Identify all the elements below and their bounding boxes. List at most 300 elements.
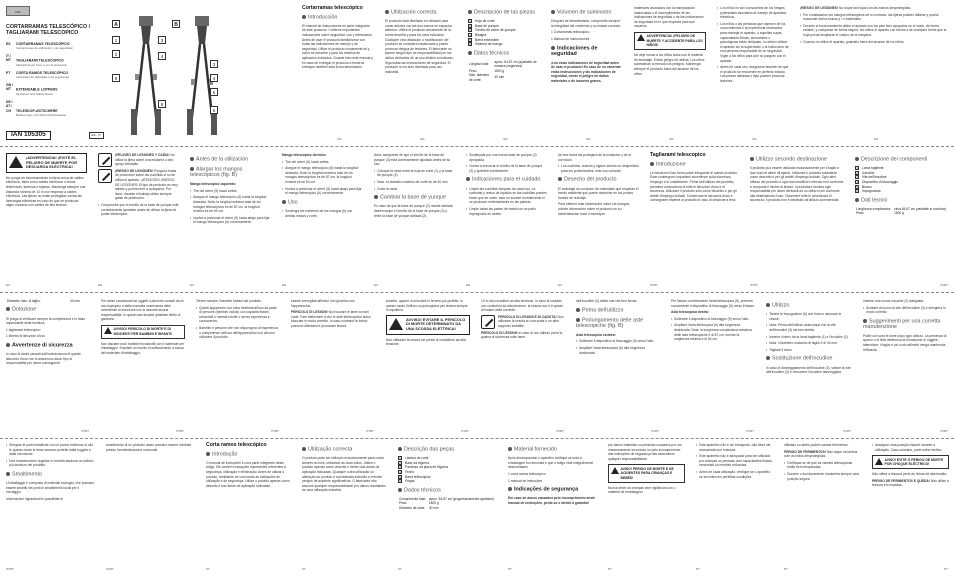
section-heading bbox=[551, 10, 623, 16]
row-4 bbox=[0, 439, 954, 576]
bullet-list bbox=[576, 339, 660, 355]
page-number: IT/MT bbox=[651, 429, 659, 434]
part-name: Tornillo de cierre de yunque bbox=[475, 28, 516, 33]
part-number: 2 bbox=[399, 461, 401, 465]
bullet-list bbox=[696, 443, 773, 479]
section-heading bbox=[508, 487, 597, 493]
tech-table bbox=[6, 299, 90, 303]
lead-text: ¡RIESGO DE LESIONES! bbox=[115, 168, 154, 173]
page-number: PT bbox=[608, 567, 612, 572]
paragraph: de esa forma las protegerá de la oxidación y de la corrosión. bbox=[558, 153, 631, 162]
warning-triangle-icon bbox=[9, 156, 23, 168]
language-item bbox=[6, 71, 105, 80]
paragraph: Não utilize a tesoura perto de linhas de alta tensão. bbox=[872, 472, 948, 476]
list-item: ▪ Los niños no son conscientes de los riesgos potenciales asociados al manejo de aparatos eléctricos. bbox=[717, 6, 789, 20]
part-number: 6 bbox=[856, 190, 858, 194]
section-heading bbox=[576, 318, 660, 330]
part-number: 2 bbox=[856, 171, 858, 175]
warning-icon bbox=[508, 487, 512, 491]
heading-text: Smaltimento bbox=[12, 471, 42, 478]
warning-triangle-icon bbox=[875, 458, 883, 465]
paragraph: Non utilizzare la cesoia nei pressi di condutture ad alta tensione. bbox=[386, 337, 466, 347]
part-name: Lama tagliente bbox=[862, 166, 884, 171]
list-item: ▪ Nota: Il diametro massimo di taglio è di 40 mm. bbox=[766, 341, 852, 346]
paragraph: smaltimento di un prodotto usato possono essere richieste presso l'amministrazione comunale. bbox=[106, 443, 192, 452]
supply-item: 1 libretto di istruzioni d'uso bbox=[6, 334, 45, 339]
page-number: ES bbox=[669, 137, 674, 142]
section-heading bbox=[374, 195, 455, 201]
brand-logo: LIDL bbox=[6, 6, 30, 16]
paragraph: Per danni occasionati ad oggetti o persone causati da un uso improprio o dalla mancata osservanza delle avvertenze di sicurezza non si assume alcuna responsabilità. In questi casi decade qualsiasi diritto di garanzia. bbox=[101, 299, 185, 322]
page-number: IT/MT bbox=[271, 429, 279, 434]
subheading: Mango telescópico derecho: bbox=[282, 153, 327, 157]
heading-text: Suggerimenti per una corretta manutenzione bbox=[863, 318, 941, 330]
heading-text: Introducción bbox=[308, 14, 338, 21]
table-row bbox=[468, 73, 540, 82]
list-item: ▪ Ampliare l'asta telescopica (6) alla lunghezza desiderata. Nota: la lunghezza complessiva massima delle aste telescopiche è di 87 cm, mentre la lunghezza minima è di 64 cm. bbox=[671, 323, 755, 341]
part-name: Base da bigorna bbox=[405, 460, 430, 465]
list-item: ▪ Questi apparecchi non sono destinati all'uso da parte di persone (bambini inclusi) con capacità fisiche, sensoriali o mentali ridotte o senza esperienza e conoscenza. bbox=[196, 306, 280, 324]
heading-text: Indicaciones de seguridad bbox=[551, 45, 598, 57]
paragraph: No toque las hojas con las manos desprotegidas. bbox=[839, 6, 912, 10]
page-number: IT/MT bbox=[176, 429, 184, 434]
part-number: 5 bbox=[399, 475, 401, 479]
es-panel-use bbox=[379, 0, 462, 146]
bullet-icon bbox=[855, 198, 859, 202]
row-2 bbox=[0, 147, 954, 292]
page-number: ES bbox=[466, 283, 471, 288]
subheading: Mango telescópico izquierdo: bbox=[190, 182, 237, 187]
section-heading bbox=[468, 10, 540, 16]
es-panel-parts bbox=[462, 0, 545, 146]
warning-box bbox=[634, 32, 706, 50]
page-number: IT/MT bbox=[366, 429, 374, 434]
paragraph: Informazioni riguardanti le possibilità di bbox=[6, 496, 63, 501]
bullet-icon bbox=[855, 157, 859, 161]
page-number: ES bbox=[282, 283, 287, 288]
warning-triangle-icon bbox=[104, 327, 112, 334]
page-number: PT bbox=[944, 567, 948, 572]
section-heading bbox=[650, 162, 739, 168]
list-item: ▪ Los niños o las personas que carecen de los conocimientos o la experiencia necesarios para manejar el aparato, o aquellas cuyas capacidades físicas, sensoriales o psicológicas estén limitadas, no deben utilizar el aparato sin la supervisión o la instrucción de una persona responsable de su seguridad. Vigile a los niños para que no jueguen con el aparato. bbox=[717, 22, 789, 63]
lang-title: TAGLIARAMI TELESCOPICO bbox=[16, 58, 64, 63]
paragraph: Não utilize a tesoura em escadas. bbox=[872, 478, 949, 488]
section-heading bbox=[385, 10, 457, 16]
warning-box bbox=[608, 464, 685, 482]
es-panel-intro bbox=[296, 0, 379, 146]
list-item: ▪ Certifique-se de que as varetas telescópicas estão bem bloqueadas. bbox=[784, 461, 861, 470]
bullet-list bbox=[98, 203, 179, 217]
bullet-icon bbox=[650, 162, 654, 166]
supply-item: 1 Manual de instrucciones bbox=[551, 37, 590, 41]
heading-text: Antes de la utilización bbox=[196, 156, 249, 163]
bullet-list bbox=[766, 312, 852, 352]
tech-table bbox=[855, 207, 949, 216]
bullet-icon bbox=[6, 472, 10, 476]
it-panel-injury bbox=[285, 293, 380, 438]
cover-panel bbox=[0, 0, 110, 146]
bullet-list bbox=[374, 169, 455, 191]
paragraph: El embalaje se compone de materiales que respetan el medio ambiente que puede desechar en los puntos locales de reciclaje. bbox=[558, 186, 639, 200]
paragraph: ¡Lea estas indicaciones de seguridad antes de usar el producto! En caso de no observar estas instrucciones y las indicaciones de seguridad, existe el peligro de daños materiales o de lesiones graves. bbox=[551, 60, 621, 83]
page-number: PT bbox=[302, 567, 306, 572]
section-heading bbox=[766, 303, 852, 309]
es-panel-fall bbox=[92, 147, 184, 292]
warning-icon bbox=[6, 343, 10, 347]
list-item: ▪ Antes de cada uso, asegúrese también de que el producto se encuentre en perfecto estado. Las piezas dañadas o fijas pueden provocar lesiones. bbox=[717, 65, 789, 83]
part-number: 1 bbox=[399, 457, 401, 461]
part-number: 5 bbox=[469, 38, 471, 42]
table-key: Longitud total: bbox=[469, 62, 490, 67]
pt-panel-supply bbox=[502, 439, 602, 576]
bullet-icon bbox=[398, 447, 402, 451]
part-number: 5 bbox=[856, 185, 858, 189]
list-item: ▪ Una manutenzione regolare e corretta assicura un utilizzo più duraturo del prodotto. bbox=[6, 459, 95, 468]
part-number: 3 bbox=[856, 176, 858, 180]
it-panel-disposal-cont bbox=[100, 439, 200, 576]
callout-3: 3 bbox=[210, 60, 218, 68]
warning-text: AVVISO! EVITARE IL PERICOLO DI MORTE DETERMINATO DA UNA SCOSSA ELETTRICA! bbox=[406, 316, 466, 331]
paragraph: Ponga la funda de protección sobre las cuchillas si no se utiliza el aparato. ¡ATENCIÓN! ¡RIESGO DE LESIONES! El tipo de producto es muy afilado y podría herir a cualquiera. Por favor, durante el trabajo utilice siempre gafas de protección. bbox=[115, 168, 178, 201]
table-value: 1800 g bbox=[894, 211, 904, 216]
warning-box bbox=[872, 455, 949, 469]
bullet-icon bbox=[551, 10, 555, 14]
loppers-illustration-a bbox=[124, 14, 168, 140]
paragraph: Em caso de danos causados pelo incumprimento deste manual de instruções, perde-se o direito à garantia! bbox=[508, 496, 596, 505]
lead-text: PERICOLO DI LESIONI E DI CADUTA! bbox=[498, 314, 557, 319]
paragraph: materiales asociados con la manipulación inadecuada o el incumplimiento de las indicaciones de seguridad o de las indicaciones de seguridad en lo que respecta para sus usuarios. bbox=[634, 6, 704, 29]
part-name: Vite dell'incudine bbox=[862, 175, 887, 180]
section-heading bbox=[206, 452, 291, 458]
parts-list bbox=[855, 166, 949, 194]
list-item: ▪ Assegure uma posição estável durante a utilização. Caso contrário, pode sofrer lesões. bbox=[872, 443, 949, 452]
table-value: 1800 g bbox=[428, 501, 439, 506]
pt-panel-injury bbox=[778, 439, 866, 576]
language-item bbox=[6, 54, 105, 68]
page-number: IT/MT bbox=[6, 567, 14, 572]
page-number: ES bbox=[874, 137, 879, 142]
heading-text: Descrizione dei componenti bbox=[861, 156, 928, 163]
subheading: Asta telescopica destra: bbox=[671, 310, 709, 315]
paragraph: El manual de instrucciones es parte integrante de este producto. Contiene importantes indicaciones sobre seguridad, uso y eliminación. Antes de usar el producto familiarícese con todas las indicaciones de manejo y de seguridad. Utilice el producto únicamente tal y como se describe y para los ámbitos de aplicación indicados. Guarde bien este manual y en caso de entregar el producto a terceros entregue también toda la documentación. bbox=[302, 23, 373, 70]
bullet-list bbox=[196, 306, 280, 340]
lead-text: PERICOLO DI LESIONI! bbox=[291, 310, 328, 315]
language-item bbox=[6, 83, 105, 97]
bullet-icon bbox=[468, 10, 472, 14]
protective-cover-icon bbox=[98, 169, 112, 183]
es-panel-before-use bbox=[184, 147, 276, 292]
paragraph: essere sorvegliati affinché non giochino con l'apparecchio. bbox=[291, 299, 355, 308]
page-number: IT/MT bbox=[556, 429, 564, 434]
section-heading bbox=[750, 157, 844, 163]
list-item: ▪ Tagliare il ramo. bbox=[766, 348, 852, 353]
part-name: Lâmina de corte bbox=[405, 456, 429, 461]
language-list bbox=[6, 42, 105, 118]
bullet-list bbox=[863, 306, 949, 315]
section-heading bbox=[766, 356, 852, 362]
table-value: 1800 g bbox=[494, 68, 505, 73]
heading-text: Utilizzo bbox=[772, 302, 790, 309]
heading-text: Prolungamento delle aste telescopiche (fig. B) bbox=[576, 317, 644, 330]
page-number: ES bbox=[752, 137, 757, 142]
bullet-list bbox=[466, 187, 547, 217]
paragraph: L'imballaggio è composto di materiali ecologici, che possono essere smaltiti nei punti di smaltimento locali per il riciclaggio. bbox=[6, 481, 95, 495]
heading-text: Dati tecnici bbox=[861, 197, 888, 204]
warning-text: AVISO! PERIGO DE MORTE E DE ACIDENTES PARA CRIANÇAS E BEBÉS! bbox=[620, 466, 674, 480]
lead-text: ¡PELIGRO DE LESIONES Y CAÍDA! bbox=[115, 153, 170, 157]
supply-item: 1 corta ramos telescópico bbox=[508, 472, 546, 476]
lang-code: DE / AT / CH bbox=[6, 99, 13, 113]
lead-text: PERIGO DE FERIMENTOS E QUEDA! bbox=[872, 478, 930, 483]
bullet-icon bbox=[750, 157, 754, 161]
list-item: ▪ Alargue el mango telescópico (6) hasta la longitud deseada. Nota: la longitud máxima total de los mangos telescópicos es de 87 cm, la longitud mínima es de 64 cm. bbox=[190, 195, 271, 213]
heading-text: Descrição das peças bbox=[404, 446, 455, 453]
list-item: ▪ Ampliare l'asta telescopica (6) alla lunghezza desiderata. bbox=[576, 346, 660, 355]
warning-text: ADVERTENCIA! ¡PELIGRO DE MUERTE Y ACCIDENTE PARA LOS NIÑOS! bbox=[646, 34, 703, 48]
page-number: ES bbox=[190, 283, 195, 288]
table-key: Lunghezza complessiva: bbox=[856, 207, 891, 211]
paragraph: Il prodotto può essere utilizzato esclusivamente per il taglio a due mani di alberi all'aperto. Utilizzare il prodotto solamente come descritto e per gli ambiti d'impiego indicati. Ogni altro utilizzo del prodotto o ogni sua modifica è ritenuto non conforme e comporta il rischio di lesioni. Il produttore declina ogni responsabilità per danni derivanti da un utilizzo non conforme alla destinazione d'uso. Osservare tutte le avvertenze di sicurezza. Il prodotto non è destinato all'utilizzo commerciale. bbox=[750, 166, 844, 203]
table-value: 40 mm bbox=[494, 75, 505, 80]
list-item: ▪ Cuando no utilice el aparato, guárdelo fuera del alcance de los niños. bbox=[800, 40, 949, 45]
heading-text: Indicaciones para el cuidado bbox=[472, 176, 541, 183]
section-heading bbox=[863, 319, 949, 331]
pt-panel-intro bbox=[200, 439, 296, 576]
part-name: Base de yunque bbox=[475, 23, 499, 28]
figure-a-panel bbox=[110, 0, 170, 146]
table-row bbox=[398, 506, 497, 510]
section-title: Corta ramos telescópico bbox=[206, 442, 267, 448]
section-heading bbox=[190, 167, 271, 179]
figure-label: A bbox=[112, 20, 120, 28]
table-value: aprox. 64-87 cm (ajustable de manera progresiva) bbox=[494, 60, 537, 69]
part-name: Parafuso da placa de bigorna bbox=[405, 465, 449, 470]
heading-text: Dotazione bbox=[12, 306, 37, 313]
lang-subtitle: Indicazioni per l'uso e per la sicurezza bbox=[16, 62, 67, 67]
callout-3: 3 bbox=[158, 36, 166, 44]
warning-box bbox=[101, 325, 185, 339]
it-panel-intro bbox=[644, 147, 744, 292]
bullet-icon bbox=[466, 177, 470, 181]
callout-1: 1 bbox=[112, 36, 120, 44]
list-item: ▪ Bambini e persone che non dispongono di esperienza o competenze nell'uso dell'apparecchio non devono utilizzare il prodotto. bbox=[196, 326, 280, 340]
paragraph: No deje nunca a los niños solos con el material de embalaje. Existe peligro de asfixia. Los niños subestiman a menudo los peligros. Mantenga siempre el producto fuera del alcance de los niños. bbox=[634, 53, 705, 76]
page-number: PT bbox=[508, 567, 512, 572]
lang-subtitle: Instrucciones de utilización y de seguridad bbox=[16, 46, 73, 51]
page-number: IT/MT bbox=[940, 429, 948, 434]
list-item: ▪ Nota: Prima dell'utilizzo assicurarsi che la vite dell'incudine (3) sia ben stretta. bbox=[766, 323, 852, 332]
bullet-icon bbox=[374, 195, 378, 199]
list-item: ▪ Este aparelho não é adequado para ser utilizado por crianças ou pessoas com capacidades físicas, sensoriais ou mentais reduzidas. bbox=[696, 454, 773, 468]
heading-text: Avvertenze di sicurezza bbox=[12, 342, 73, 349]
paragraph: Tenere sempre i bambini lontani dal prodotto. bbox=[196, 299, 262, 303]
figure-label: B bbox=[172, 20, 180, 28]
list-item: ▪ Vuelva a presionar el cierre (5) hacia abajo para fijar el mango telescópico (6) correctamente. bbox=[190, 216, 271, 225]
lang-subtitle: Bedienungs- und Sicherheitshinweise bbox=[16, 113, 67, 118]
part-number: 4 bbox=[469, 34, 471, 37]
warning-text: AVVISO! PERICOLO DI MORTE E DI INCIDENTI PER BAMBINI E INFANTI! bbox=[113, 327, 173, 336]
heading-text: Desecho del producto bbox=[564, 176, 617, 183]
it-panel-use bbox=[744, 147, 849, 292]
section-heading bbox=[855, 198, 949, 204]
callout-4: 4 bbox=[158, 52, 166, 60]
part-name: Blocco bbox=[862, 184, 872, 189]
heading-text: Datos técnicos bbox=[474, 50, 510, 57]
paragraph: dell'incudine (3) abbia una vite ben ferma. bbox=[576, 299, 638, 303]
bullet-icon bbox=[302, 15, 306, 19]
warning-row bbox=[98, 169, 179, 203]
part-name: Impugnatura bbox=[862, 189, 881, 194]
heading-text: Descripción de las piezas bbox=[474, 9, 536, 16]
page-number: ES bbox=[374, 283, 379, 288]
list-item: ▪ Vuelva a enroscar el tornillo de la base de yunque (3) y apriételo fuertemente. bbox=[466, 164, 547, 173]
heading-text: Utilizzo secondo destinazione bbox=[756, 156, 828, 163]
page-number: IT/MT bbox=[843, 429, 851, 434]
ladder-prohibited-icon bbox=[481, 315, 495, 329]
lang-subtitle: Instruções de utilização e de segurança bbox=[16, 75, 69, 80]
bullet-list bbox=[558, 164, 639, 173]
bullet-icon bbox=[302, 447, 306, 451]
part-number: 1 bbox=[856, 167, 858, 171]
heading-text: Utilização correcta bbox=[308, 446, 353, 453]
it-panel-fall bbox=[475, 293, 570, 438]
part-name: Sistema de mango bbox=[475, 42, 503, 47]
bullet-icon bbox=[6, 307, 10, 311]
heading-text: Volumen de suministro bbox=[557, 9, 612, 16]
section-heading bbox=[6, 343, 90, 349]
section-heading bbox=[190, 157, 271, 163]
table-key: Peso: bbox=[399, 501, 408, 506]
it-panel-keep-away bbox=[190, 293, 285, 438]
page-number: IT/MT bbox=[650, 283, 658, 288]
list-item: ▪ Durante o funcionamento mantenha sempre uma posição segura. bbox=[784, 472, 861, 481]
page-number: IT/MT bbox=[750, 283, 758, 288]
bullet-icon bbox=[558, 177, 562, 181]
part-name: Barra telescópica bbox=[405, 474, 431, 479]
subheading: Asta telescopica sinistra: bbox=[576, 332, 616, 337]
paragraph: Para obtener más información sobre los mangos, solicite información sobre el producto en su administración local o municipal. bbox=[558, 202, 631, 216]
bullet-icon bbox=[398, 488, 402, 492]
list-item: ▪ Vuelva a presionar el cierre (5) hacia abajo para fijar el mango telescópico (6) correctamente. bbox=[282, 187, 363, 196]
page-number: PT bbox=[206, 567, 210, 572]
table-value: circa 64-87 cm (variabile in continuo) bbox=[894, 207, 947, 211]
pt-panel-toy bbox=[690, 439, 778, 576]
part-name: Hoja de corte bbox=[475, 19, 495, 24]
part-name: Dispositivo di bloccaggio bbox=[862, 180, 899, 184]
part-item bbox=[398, 479, 497, 484]
es-panel-safety bbox=[628, 0, 711, 146]
paragraph: No ponga en funcionamiento la tijera cerca de cables eléctricos, tales como cables eléctricos o líneas telefónicas, tuberías o tejados. Mantenga siempre una distancia mínima de 10 m con respecto a cables eléctricos. Las tijeras no están protegidas contra las descargas eléctricas en caso de que se produzca algún contacto con cables de alta tensión. bbox=[6, 175, 86, 208]
bullet-icon bbox=[576, 318, 580, 322]
heading-text: Sostituzione dell'incudine bbox=[772, 355, 833, 362]
cover-title-line: CORTARRAMAS TELESCÓPICO / bbox=[6, 24, 91, 30]
page-number: ES bbox=[337, 137, 342, 142]
it-panel-use-anvil bbox=[760, 293, 857, 438]
part-number: 6 bbox=[469, 43, 471, 47]
ladder-prohibited-icon bbox=[98, 153, 112, 167]
warning-triangle-icon bbox=[611, 467, 619, 474]
list-item: ▪ Limpie las cuchillas después de cada uso. La suciedad y restos de líquidos en las cuchillas pueden hacer que se oxide, esto no sucede normalmente si se producen enfermedades en las plantas. bbox=[466, 187, 547, 205]
list-item: ▪ Sollevare il dispositivo di bloccaggio (5) verso l'alto. bbox=[576, 339, 660, 344]
paragraph: El producto está diseñado en utilizado para cortar árboles con las dos manos en espacios abiertos. Utilice el producto únicamente de la forma descrita y para los usos indicados. Cualquier otra utilización o modificación del producto se considera inadecuada y puede provocar riesgos de lesiones. El fabricante no asume ningún tipo de responsabilidad por los daños derivados de un uso distinto al indicado. Siga todas las instrucciones de seguridad. El producto no ha sido diseñado para uso industrial. bbox=[385, 19, 454, 74]
list-item: ▪ Compruebe que el tornillo de la base de yunque esté correctamente apretado antes de utilizar la tijera de podar telescópica. bbox=[98, 203, 179, 217]
bullet-icon bbox=[282, 200, 286, 204]
page-number: IT/MT bbox=[746, 429, 754, 434]
es-panel-disposal bbox=[552, 147, 644, 292]
tech-table bbox=[398, 497, 497, 510]
part-number: 3 bbox=[399, 466, 401, 470]
paragraph: proietto, oppure di scivolare in terreno più proibito. In questo modo l'utilizzo si prolungherà per tenersi sempre in equilibrio. bbox=[386, 299, 468, 313]
lang-title: CORTA RAMOS TELESCÓPICO bbox=[16, 70, 69, 75]
list-item: ▪ Nota: el diámetro máximo de corte es de 40 mm. bbox=[374, 180, 455, 185]
parts-list bbox=[398, 456, 497, 484]
heading-text: Alargar los mangos telescópicos (fig. B) bbox=[190, 166, 243, 179]
callout-6: 6 bbox=[158, 100, 166, 108]
supply-item: 1 tagliarami telescopico bbox=[6, 327, 41, 332]
paragraph: In caso di danni causati dall'inosservanza di queste istruzioni d'uso non si assumono alcun tipo di responsabilità per danni conseguenti. bbox=[6, 352, 81, 366]
page-number: PT bbox=[398, 567, 402, 572]
paragraph: Após desempacotar o aparelho verifique se toda a embalagem foi removida e que o artigo está integralmente desembalado. bbox=[508, 456, 594, 470]
bullet-icon bbox=[385, 10, 389, 14]
lang-code: ES bbox=[6, 41, 11, 46]
bullet-list bbox=[282, 160, 363, 196]
heading-text: Prima dell'utilizzo bbox=[582, 307, 624, 314]
page-number: ES bbox=[98, 283, 103, 288]
page-number: IT/MT bbox=[461, 429, 469, 434]
callout-5: 5 bbox=[112, 74, 120, 82]
heading-text: Utilización correcta bbox=[391, 9, 437, 16]
section-heading bbox=[508, 447, 597, 453]
lang-subtitle: Operation and Safety Notes bbox=[16, 91, 54, 96]
section-title: Tagliarami telescopico bbox=[650, 152, 706, 158]
bullet-icon bbox=[863, 319, 867, 323]
pt-panel-use bbox=[296, 439, 392, 576]
section-heading bbox=[398, 447, 497, 453]
bullet-icon bbox=[766, 356, 770, 360]
page-number: ES bbox=[420, 137, 425, 142]
bullet-list bbox=[800, 13, 949, 45]
country-flags: ES - IT bbox=[89, 132, 104, 139]
warning-triangle-icon bbox=[389, 318, 403, 330]
page-number: PT bbox=[784, 567, 788, 572]
part-item bbox=[855, 189, 949, 194]
list-item: ▪ Limpie todas las partes de metal con un paño impregnado en aceite. bbox=[466, 207, 547, 216]
warning-box bbox=[386, 315, 470, 335]
part-number: 6 bbox=[399, 480, 401, 484]
bullet-icon bbox=[206, 452, 210, 456]
list-item: ▪ Por constatación los mangos telescópicos de lo contrario, las tijeras pueden afilarse y podría ocasionar daños físicos y / o materiales. bbox=[800, 13, 949, 22]
list-item: ▪ Sostenga los extremos de los mangos (6) con ambas manos y corte. bbox=[282, 209, 363, 218]
table-row bbox=[855, 211, 949, 215]
section-heading bbox=[398, 488, 497, 494]
lead-text: PERIGO DE FERIMENTOS! bbox=[784, 449, 826, 454]
paragraph: Pulire con cura le lame dopo ogni utilizzo. La presenza di sporco o di linfa determina la formazione di ruggine; attenzione: il taglio è più corto affinché venga mantenuta l'efficacia. bbox=[863, 333, 947, 352]
pt-panel-children bbox=[602, 439, 690, 576]
it-panel-disposal bbox=[0, 439, 100, 576]
part-name: Pegas bbox=[405, 479, 415, 484]
table-key: Comprimento total: bbox=[399, 497, 426, 501]
row-3 bbox=[0, 293, 954, 438]
list-item: ▪ Los cuchillos, cuando y siguen siendo un desperdicio para los profesionales, este uso coincide. bbox=[558, 164, 639, 173]
language-item bbox=[6, 42, 105, 51]
paragraph: Non utilizzare la cesoia su una scala o un altro supporto instabile. bbox=[498, 314, 564, 328]
page-number: ES bbox=[558, 283, 563, 288]
section-heading bbox=[302, 447, 387, 453]
list-item: ▪ Coloque la rama entre la hoja de corte (1) y la base de yunque (2). bbox=[374, 169, 455, 178]
list-item: ▪ Durante el funcionamiento utilice el aparato con los pies bien apoyados en el suelo, de forma estable, y colóquese de forma segura. No utilice el aparato con fuerza o de cualquier forma que la hoja pueda desplazar el cuerpo de la máquina. bbox=[800, 24, 949, 38]
table-key: Peso: bbox=[856, 211, 865, 216]
table-value: 40 mm bbox=[428, 505, 439, 510]
